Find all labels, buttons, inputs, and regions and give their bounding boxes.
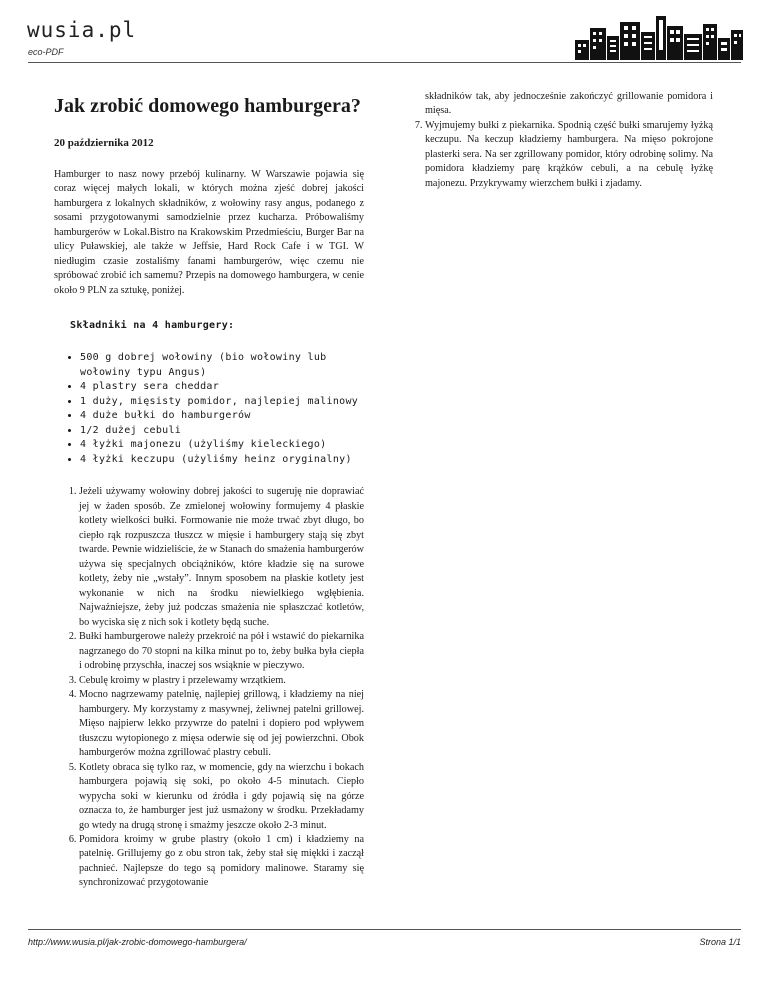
ingredient-item: • 4 łyżki keczupu (użyliśmy heinz oryginalny) bbox=[80, 453, 364, 468]
ingredients-heading: Składniki na 4 hamburgery: bbox=[70, 320, 235, 332]
city-skyline-icon bbox=[575, 14, 743, 60]
page-number: Strona 1/1 bbox=[699, 937, 741, 947]
ingredient-item: • 4 plastry sera cheddar bbox=[80, 380, 364, 395]
step-item: 6. Pomidora kroimy w grube plastry (około 1 cm) i kładziemy na patelnię. Grillujemy go z obu stron tak, żeby stał się miękki i zaczął pachnieć. Najlepsze do tego są pomidory malinowe. Staramy się synchronizować przygotowanie bbox=[79, 833, 364, 891]
step-item: 7. Wyjmujemy bułki z piekarnika. Spodnią część bułki smarujemy łyżką keczupu. Na keczup kładziemy hamburgera. Na mięso pokrojone plasterki sera. Na ser zgrillowany pomidor, który odrobinę solimy. Na pomidora kładziemy parę krążków cebuli, a na cebulę łyżkę majonezu. Przykrywamy wierzchem bułki i zjadamy. bbox=[425, 119, 713, 191]
article-intro: Hamburger to nasz nowy przebój kulinarny. W Warszawie pojawia się coraz więcej małych lokali, w których można zjeść dobrej jakości hamburgera z lokalnych składników, z wołowiny rasy angus, podanego z sosami przygotowanymi samodzielnie przez kucharza. Próbowaliśmy hamburgerów w Lokal.Bistro na Krakowskim Przedmieściu, Burger Bar na ulicy Puławskiej, ale także w Jeffsie, Hard Rock Cafe i w TGI. W niedługim czasie zostaliśmy fanami hamburgerów, więc czemu nie spróbować zrobić ich samemu? Przepis na domowego hamburgera, w cenie około 9 PLN za sztukę, poniżej. bbox=[54, 169, 364, 296]
ingredient-item: • 4 łyżki majonezu (użyliśmy kieleckiego) bbox=[80, 438, 364, 453]
right-column bbox=[400, 90, 713, 191]
footer-divider bbox=[28, 929, 741, 930]
steps-list-continued bbox=[400, 119, 713, 191]
step-item: 2. Bułki hamburgerowe należy przekroić na pół i wstawić do piekarnika nagrzanego do 70 stopni na kilka minut po to, żeby bułka była ciepła i odrobinę przyschła, inaczej sos wsiąknie w pieczywo. bbox=[79, 630, 364, 673]
step-item: 1. Jeżeli używamy wołowiny dobrej jakości to sugeruję nie doprawiać jej w żaden sposób. Ze zmielonej wołowiny formujemy 4 płaskie kotlety wielkości bułki. Formowanie nie może trwać zbyt długo, bo ciepło rąk rozpuszcza tłuszcz w mięsie i hamburgery stają się zbyt twarde. Pewnie widzieliście, że w Stanach do smażenia hamburgerów używa się specjalnych obciążników, które kładzie się na surowe kotlety, żeby nie „wstały”. Innym sposobem na płaskie kotlety jest wykonanie w nich na środku niewielkiego wgłębienia. Najważniejsze, żeby już podczas smażenia nie spłaszczać kotletów, bo wyciska się z nich sok i kotlety będą suche. bbox=[79, 485, 364, 630]
step-continuation: składników tak, aby jednocześnie zakończyć grillowanie pomidora i mięsa. bbox=[425, 91, 713, 117]
site-name[interactable]: wusia.pl bbox=[27, 18, 137, 42]
steps-list bbox=[54, 485, 364, 891]
left-column bbox=[54, 90, 364, 891]
ingredient-item: • 1 duży, mięsisty pomidor, najlepiej malinowy bbox=[80, 395, 364, 410]
ingredient-item: • 500 g dobrej wołowiny (bio wołowiny lub wołowiny typu Angus) bbox=[80, 351, 364, 380]
step-item: 4. Mocno nagrzewamy patelnię, najlepiej grillową, i kładziemy na niej hamburgery. My korzystamy z masywnej, żeliwnej patelni grillowej. Mięso najpierw lekko przywrze do patelni i dopiero pod wpływem tłuszczu wytopionego z mięsa oderwie się od jej powierzchni. Obok hamburgerów można zgrillować plastry cebuli. bbox=[79, 688, 364, 760]
ingredient-item: • 4 duże bułki do hamburgerów bbox=[80, 409, 364, 424]
step-item: 5. Kotlety obraca się tylko raz, w momencie, gdy na wierzchu i bokach hamburgera pojawią się soki, po około 4-5 minutach. Ciepło wypycha soki w kierunku od źródła i gdy pojawią się na górze oznacza to, że hamburger jest już usmażony w środku. Przekładamy go wtedy na drugą stronę i smażmy jeszcze około 2-3 minut. bbox=[79, 761, 364, 833]
header-divider bbox=[28, 62, 741, 63]
source-url-link[interactable]: http://www.wusia.pl/jak-zrobic-domowego-hamburgera/ bbox=[28, 937, 247, 947]
ingredient-item: • 1/2 dużej cebuli bbox=[80, 424, 364, 439]
ingredients-list bbox=[54, 351, 364, 467]
site-subtitle: eco-PDF bbox=[28, 47, 64, 57]
page-header bbox=[0, 0, 768, 70]
article-date: 20 października 2012 bbox=[54, 137, 154, 149]
step-item: 3. Cebulę kroimy w plastry i przelewamy wrzątkiem. bbox=[79, 674, 364, 688]
article-title: Jak zrobić domowego hamburgera? bbox=[54, 95, 361, 117]
